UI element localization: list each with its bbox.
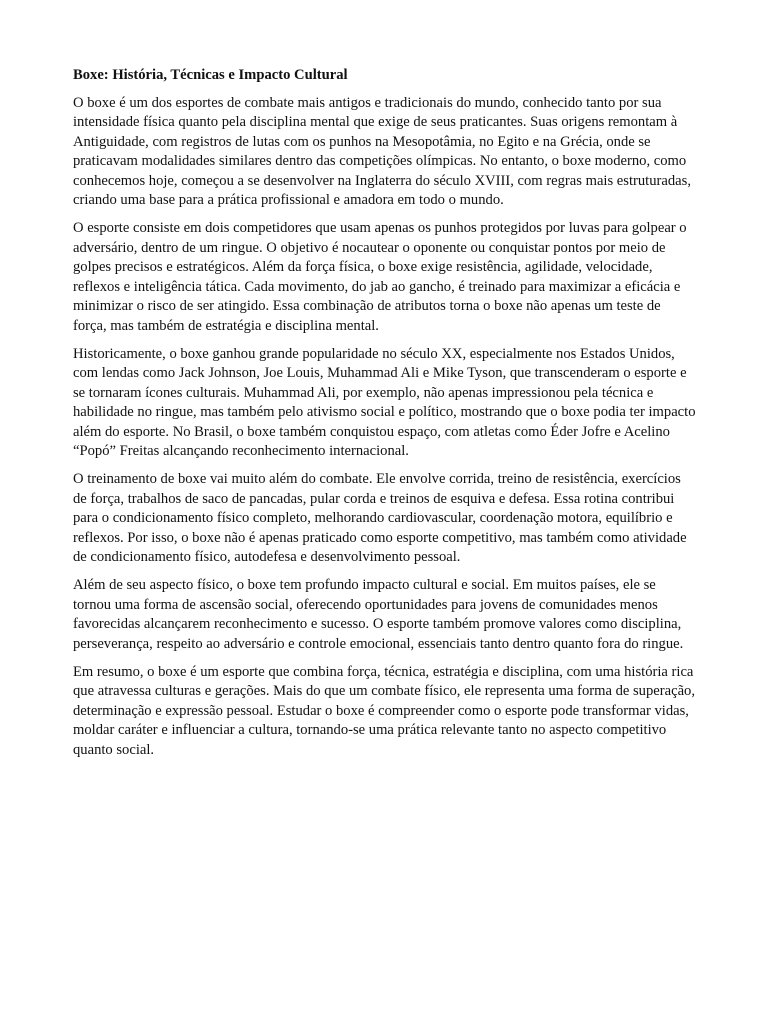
paragraph-conclusion: Em resumo, o boxe é um esporte que combina força, técnica, estratégia e disciplina, com uma história rica que atravessa culturas e gerações. Mais do que um combate físico, ele representa uma forma de superação, determinação e expressão pessoal. Estudar o boxe é compreender como o esporte pode transformar vidas, moldar caráter e influenciar a cultura, tornando-se uma prática relevante tanto no aspecto competitivo quanto social. (73, 663, 695, 758)
paragraph-history: Historicamente, o boxe ganhou grande popularidade no século XX, especialmente nos Estados Unidos, com lendas como Jack Johnson, Joe Louis, Muhammad Ali e Mike Tyson, que transcenderam o esporte e se tornaram ícones culturais. Muhammad Ali, por exemplo, não apenas impressionou pela técnica e habilidade no ringue, mas também pelo ativismo social e político, mostrando que o boxe podia ter impacto além do esporte. No Brasil, o boxe também conquistou espaço, com atletas como Éder Jofre e Acelino “Popó” Freitas alcançando reconhecimento internacional. (73, 345, 696, 459)
document-page (73, 66, 697, 769)
paragraph-training: O treinamento de boxe vai muito além do combate. Ele envolve corrida, treino de resistência, exercícios de força, trabalhos de saco de pancadas, pular corda e treinos de esquiva e defesa. Essa rotina contribui para o condicionamento físico completo, melhorando cardiovascular, coordenação motora, equilíbrio e reflexos. Por isso, o boxe não é apenas praticado como esporte competitivo, mas também como atividade de condicionamento físico, autodefesa e desenvolvimento pessoal. (73, 471, 687, 565)
paragraph-rules: O esporte consiste em dois competidores que usam apenas os punhos protegidos por luvas para golpear o adversário, dentro de um ringue. O objetivo é nocautear o oponente ou conquistar pontos por meio de golpes precisos e estratégicos. Além da força física, o boxe exige resistência, agilidade, velocidade, reflexos e inteligência tática. Cada movimento, do jab ao gancho, é treinado para maximizar a eficácia e minimizar o risco de ser atingido. Essa combinação de atributos torna o boxe não apenas um teste de força, mas também de estratégia e disciplina mental. (73, 220, 687, 334)
document-title: Boxe: História, Técnicas e Impacto Cultural (73, 67, 348, 83)
paragraph-social-impact: Além de seu aspecto físico, o boxe tem profundo impacto cultural e social. Em muitos países, ele se tornou uma forma de ascensão social, oferecendo oportunidades para jovens de comunidades menos favorecidas alcançarem reconhecimento e sucesso. O esporte também promove valores como disciplina, perseverança, respeito ao adversário e controle emocional, essenciais tanto dentro quanto fora do ringue. (73, 577, 684, 652)
paragraph-origins: O boxe é um dos esportes de combate mais antigos e tradicionais do mundo, conhecido tanto por sua intensidade física quanto pela disciplina mental que exige de seus praticantes. Suas origens remontam à Antiguidade, com registros de lutas com os punhos na Mesopotâmia, no Egito e na Grécia, onde se praticavam modalidades similares dentro das competições olímpicas. No entanto, o boxe moderno, como conhecemos hoje, começou a se desenvolver na Inglaterra do século XVIII, com regras mais estruturadas, criando uma base para a prática profissional e amadora em todo o mundo. (73, 94, 691, 208)
